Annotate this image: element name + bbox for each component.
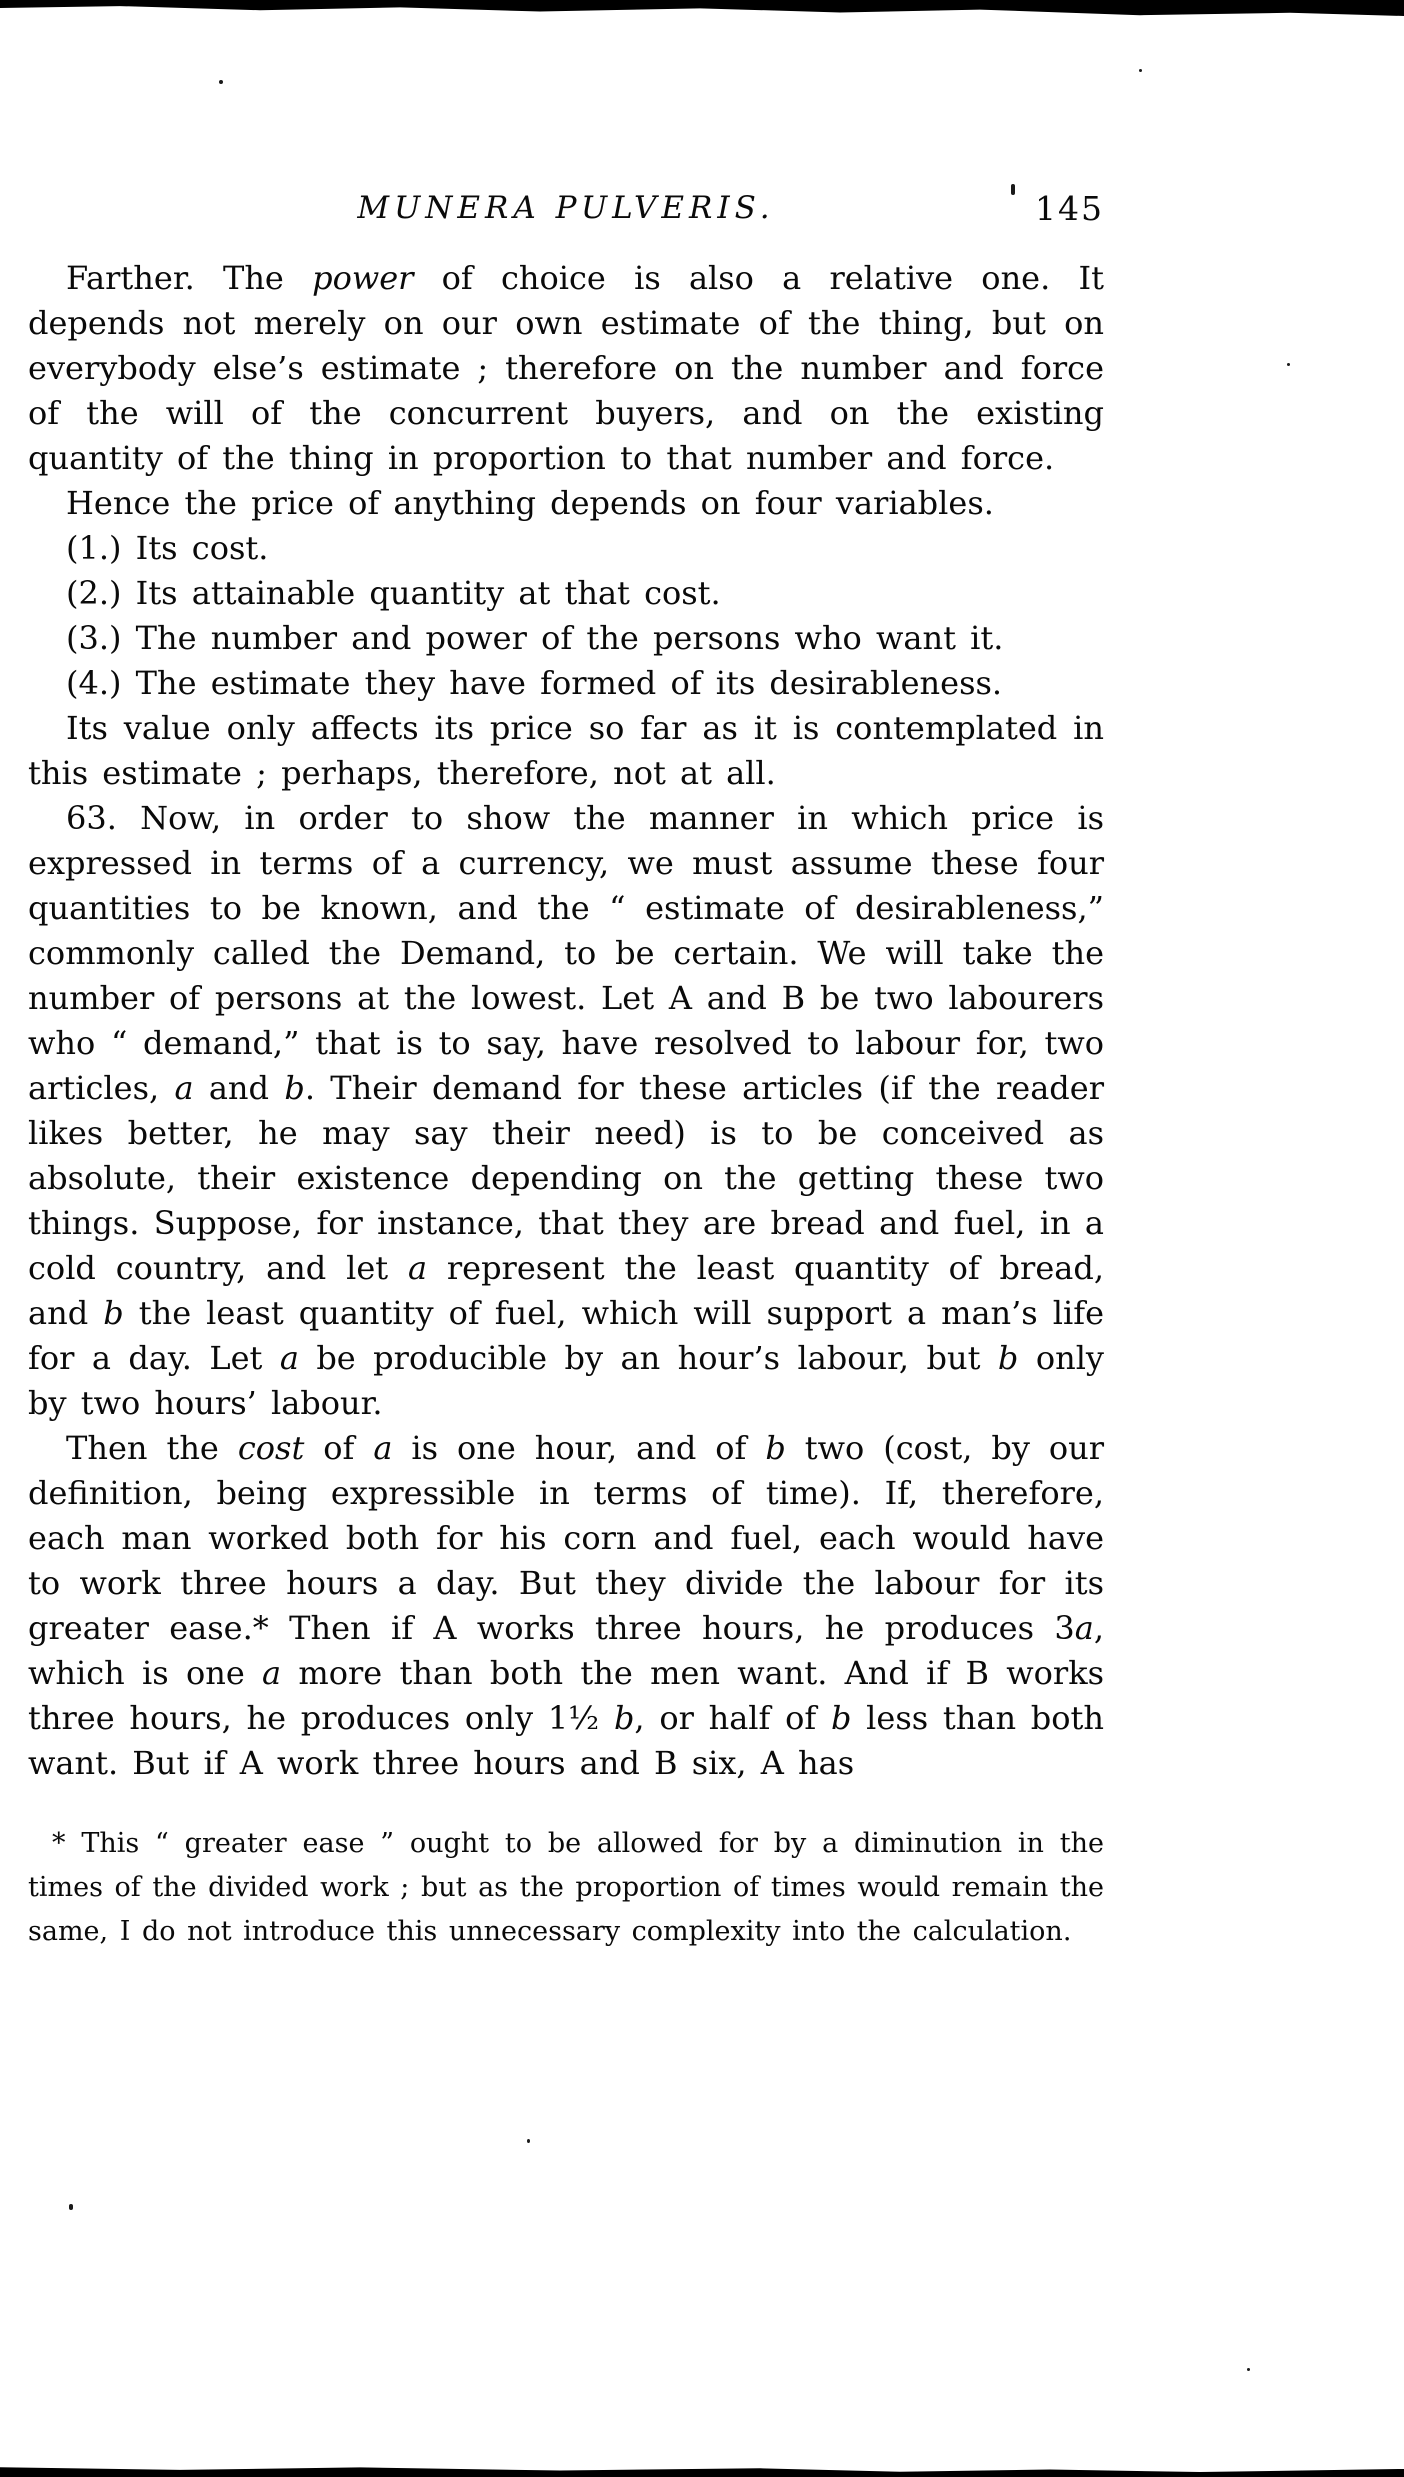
paragraph-farther [28,256,1104,481]
text-run: Hence the price of anything depends on four variables. [66,484,994,522]
running-title: MUNERA PULVERIS. [357,190,775,226]
text-run: is one hour, and of [392,1429,766,1467]
scan-speck [69,2204,73,2210]
text-run: Farther. The [66,259,313,297]
paragraph-variable-4 [28,661,1104,706]
italic-run: cost [237,1429,305,1467]
scan-speck [527,2139,530,2143]
italic-run: b [830,1699,852,1737]
text-run: (4.) The estimate they have formed of its desirableness. [66,664,1003,702]
paragraph-its-value [28,706,1104,796]
scan-speck [1287,363,1290,366]
scan-speck [1139,69,1142,72]
text-run: represent the least quantity of bread, and [28,1249,1105,1332]
text-run: only by two hours’ labour. [28,1339,1105,1422]
text-run: be producible by an hour’s labour, but [298,1339,998,1377]
italic-run: b [103,1294,124,1332]
italic-run: a [262,1654,282,1692]
page-body [28,256,1104,1786]
text-run: 63. Now, in order to show the manner in which price is expressed in terms of a currency, we must assume these four quantities to be known, and the “ estimate of desirableness,” commonly called the Demand, to be certain. We will take the number of persons at the lowest. Let A and B be two labourers who “ demand,” that is to say, have resolved to labour for, two articles, [28,799,1104,1107]
text-run: of [304,1429,374,1467]
scan-edge-bottom-artifact [0,2464,1404,2477]
text-run: , or half of [634,1699,831,1737]
italic-run: power [312,259,414,297]
scan-speck [219,80,223,84]
text-run: two (cost, by our definition, being expressible in terms of time). If, therefore, each man worked both for his corn and fuel, each would have to work three hours a day. But they divide the labour for its greater ease.* Then if A works three hours, he produces 3 [28,1429,1105,1647]
paragraph-variable-1 [28,526,1104,571]
italic-run: a [1074,1609,1094,1647]
italic-run: a [279,1339,299,1377]
italic-run: a [373,1429,393,1467]
text-run: less than both want. But if A work three hours and B six, A has [28,1699,1105,1782]
text-run: the least quantity of fuel, which will support a man’s life for a day. Let [28,1294,1105,1377]
text-run: Then the [66,1429,238,1467]
scan-speck [1247,2368,1250,2371]
text-run: more than both the men want. And if B works three hours, he produces only 1½ [28,1654,1105,1737]
scan-speck [1011,184,1015,195]
paragraph-hence [28,481,1104,526]
text-run: . Their demand for these articles (if the reader likes better, he may say their need) is to be conceived as absolute, their existence depending on the getting these two things. Suppose, for instance, that they are bread and fuel, in a cold country, and let [28,1069,1105,1287]
text-run: , which is one [28,1609,1104,1692]
text-run: (1.) Its cost. [66,529,269,567]
text-run: of choice is also a relative one. It depends not merely on our own estimate of the thing, but on everybody else’s estimate ; therefore on the number and force of the will of the concurrent buyers, and on the existing quantity of the thing in proportion to that number and force. [28,259,1105,477]
page-header [28,0,1104,226]
text-run: * This “ greater ease ” ought to be allowed for by a diminution in the times of the divided work ; but as the proportion of times would remain the same, I do not introduce this unnecessary complexity into the calculation. [28,1828,1105,1947]
text-run: Its value only affects its price so far as it is contemplated in this estimate ; perhaps, therefore, not at all. [28,709,1104,792]
italic-run: a [407,1249,428,1287]
italic-run: b [284,1069,305,1107]
paragraph-variable-3 [28,616,1104,661]
italic-run: a [174,1069,194,1107]
italic-run: b [997,1339,1019,1377]
paragraph-then-cost [28,1426,1104,1786]
paragraph-variable-2 [28,571,1104,616]
text-run: (2.) Its attainable quantity at that cost. [66,574,721,612]
italic-run: b [613,1699,635,1737]
paragraph-section-63 [28,796,1104,1426]
footnote [28,1822,1104,1954]
page-number: 145 [1035,189,1104,228]
text-run: and [193,1069,285,1107]
italic-run: b [765,1429,786,1467]
text-run: (3.) The number and power of the persons who want it. [66,619,1004,657]
